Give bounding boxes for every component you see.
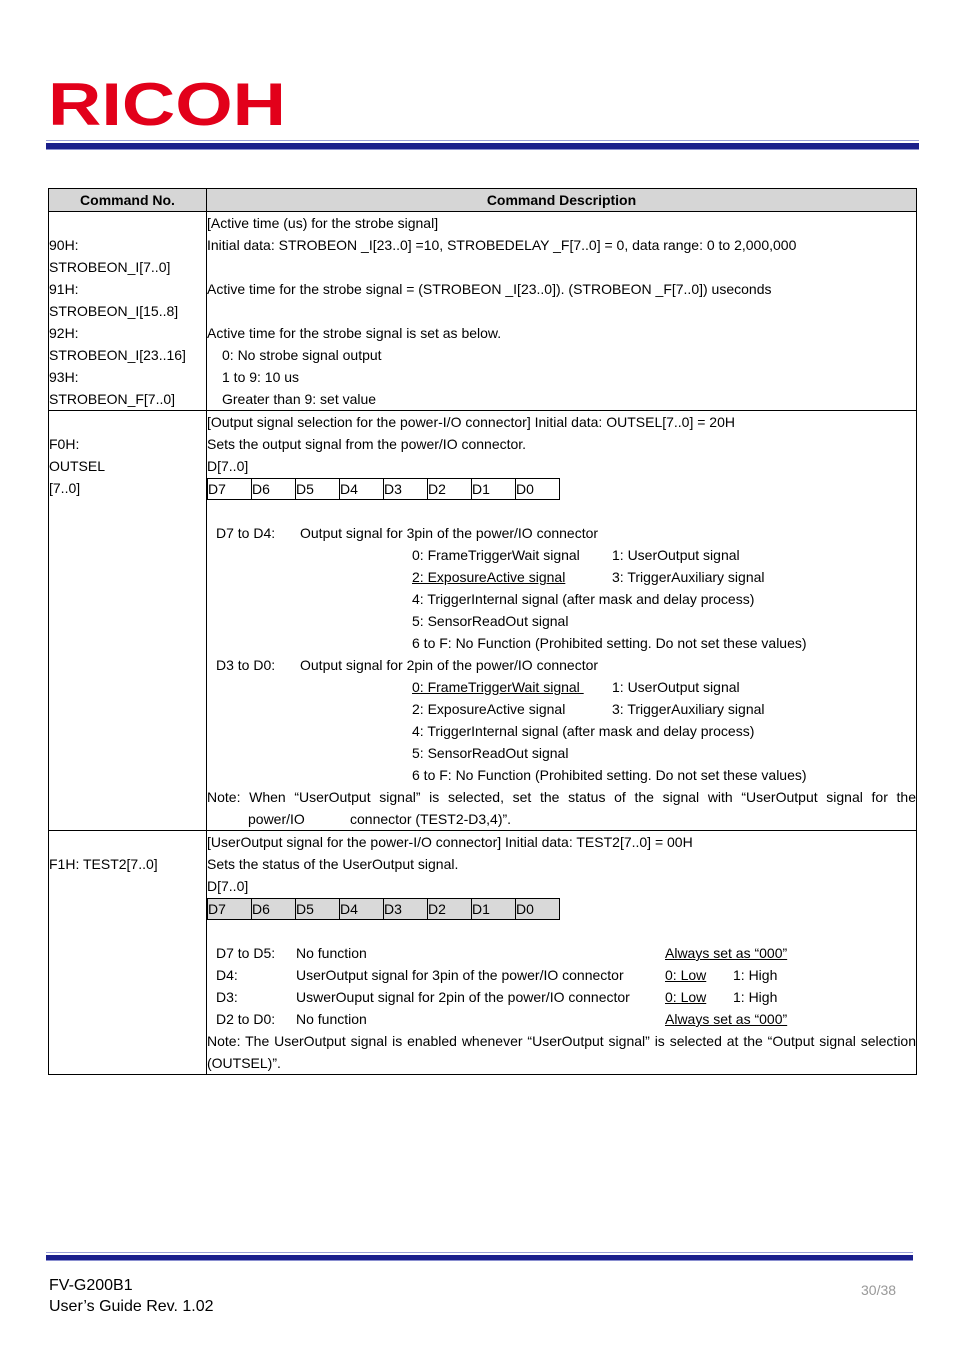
bit-value: Always set as “000” <box>665 945 788 961</box>
test2-bit-row <box>207 1008 916 1030</box>
command-table <box>48 188 917 1075</box>
option: 4: TriggerInternal signal (after mask and delay process) <box>412 723 755 739</box>
table-header-row <box>49 189 917 212</box>
option-default: 2: ExposureActive signal <box>412 569 566 585</box>
option: 1: UserOutput signal <box>612 679 740 695</box>
outsel-note-cont <box>207 808 916 830</box>
strobe-line: Greater than 9: set value <box>222 391 377 407</box>
strobe-line: Active time for the strobe signal = (STROBEON _I[23..0]). (STROBEON _F[7..0]) useconds <box>207 281 772 297</box>
option-row <box>207 566 916 588</box>
header-rule-thin <box>46 140 919 141</box>
strobe-line <box>207 300 916 322</box>
test2-dlabel: D[7..0] <box>207 878 249 894</box>
outsel-description <box>207 411 917 831</box>
option: 3: TriggerAuxiliary signal <box>612 701 765 717</box>
option: 0: FrameTriggerWait signal <box>412 547 580 563</box>
footer-doc-info <box>49 1275 214 1317</box>
outsel-name: F0H: <box>49 436 80 452</box>
strobe-name: STROBEON_I[23..16] <box>49 347 186 363</box>
header-command-no: Command No. <box>49 189 207 212</box>
bit-value: 0: Low <box>665 989 707 1005</box>
option: 3: TriggerAuxiliary signal <box>612 569 765 585</box>
note-part: power/IO <box>248 811 305 827</box>
strobe-line: Active time for the strobe signal is set as below. <box>207 325 502 341</box>
footer-model: FV-G200B1 <box>49 1277 133 1294</box>
bit-cell: D2 <box>428 479 472 500</box>
footer-rule <box>46 1255 913 1261</box>
outsel-name: [7..0] <box>49 480 81 496</box>
bit-cell: D7 <box>208 479 252 500</box>
strobe-description <box>207 212 917 411</box>
bit-label: D2 to D0: <box>216 1011 276 1027</box>
bit-cell: D6 <box>252 899 296 920</box>
outsel-title: [Output signal selection for the power-I/O connector] Initial data: OUTSEL[7..0] = 20H <box>207 414 735 430</box>
test2-title: [UserOutput signal for the power-I/O connector] Initial data: TEST2[7..0] = 00H <box>207 834 693 850</box>
table-row-strobe <box>49 212 917 411</box>
table-row-test2 <box>49 831 917 1075</box>
strobe-name: 90H: <box>49 237 79 253</box>
option: 1: UserOutput signal <box>612 547 740 563</box>
option: 2: ExposureActive signal <box>412 701 566 717</box>
bit-value: 0: Low <box>665 967 707 983</box>
bit-cell: D1 <box>472 899 516 920</box>
outsel-dlabel: D[7..0] <box>207 458 249 474</box>
bit-cell: D3 <box>384 899 428 920</box>
group-desc: Output signal for 3pin of the power/IO connector <box>300 525 599 541</box>
outsel-bit-table <box>207 478 560 500</box>
note-part: connector (TEST2-D3,4)”. <box>350 811 512 827</box>
group-label: D7 to D4: <box>216 525 276 541</box>
table-row-outsel <box>49 411 917 831</box>
bit-cell: D6 <box>252 479 296 500</box>
strobe-name: STROBEON_F[7..0] <box>49 391 176 407</box>
outsel-name: OUTSEL <box>49 458 106 474</box>
outsel-note: Note: When “UserOutput signal” is selected, set the status of the signal with “UserOutput signal for the <box>207 789 916 805</box>
bit-desc: No function <box>296 1011 367 1027</box>
bit-value: Always set as “000” <box>665 1011 788 1027</box>
header-command-description: Command Description <box>207 189 917 212</box>
bit-desc: UserOutput signal for 3pin of the power/IO connector <box>296 967 624 983</box>
strobe-line: 0: No strobe signal output <box>222 347 382 363</box>
group-label: D3 to D0: <box>216 657 276 673</box>
test2-bit-row <box>207 964 916 986</box>
bit-value-alt: 1: High <box>733 967 778 983</box>
header-rule <box>46 143 919 150</box>
bit-cell: D0 <box>516 899 560 920</box>
test2-name: F1H: TEST2[7..0] <box>49 856 158 872</box>
footer-guide: User’s Guide Rev. 1.02 <box>49 1298 214 1315</box>
test2-note: Note: The UserOutput signal is enabled whenever “UserOutput signal” is selected at the “Output signal selection (OUTSEL)”. <box>207 1033 916 1071</box>
bit-cell: D4 <box>340 899 384 920</box>
strobe-name: 91H: <box>49 281 79 297</box>
strobe-command-names <box>49 212 207 411</box>
strobe-line: 1 to 9: 10 us <box>222 369 300 385</box>
option: 6 to F: No Function (Prohibited setting. Do not set these values) <box>412 635 807 651</box>
outsel-command-names <box>49 411 207 831</box>
bit-cell: D5 <box>296 899 340 920</box>
bit-cell: D3 <box>384 479 428 500</box>
bit-desc: UswerOuput signal for 2pin of the power/IO connector <box>296 989 630 1005</box>
bit-cell: D5 <box>296 479 340 500</box>
test2-desc: Sets the status of the UserOutput signal. <box>207 856 459 872</box>
option: 5: SensorReadOut signal <box>412 745 569 761</box>
option-row <box>207 698 916 720</box>
strobe-line <box>207 256 916 278</box>
group-desc: Output signal for 2pin of the power/IO connector <box>300 657 599 673</box>
bit-cell: D2 <box>428 899 472 920</box>
strobe-name <box>49 212 206 234</box>
bit-value-alt: 1: High <box>733 989 778 1005</box>
test2-description <box>207 831 917 1075</box>
outsel-group1-heading <box>207 522 916 544</box>
strobe-line: Initial data: STROBEON _I[23..0] =10, STROBEDELAY _F[7..0] = 0, data range: 0 to 2,000,000 <box>207 237 797 253</box>
test2-bit-table <box>207 898 560 920</box>
bit-cell: D4 <box>340 479 384 500</box>
strobe-name: STROBEON_I[7..0] <box>49 259 171 275</box>
outsel-desc: Sets the output signal from the power/IO connector. <box>207 436 527 452</box>
option-row <box>207 544 916 566</box>
bit-cell: D1 <box>472 479 516 500</box>
option: 4: TriggerInternal signal (after mask and delay process) <box>412 591 755 607</box>
option-row <box>207 676 916 698</box>
bit-label: D3: <box>216 989 238 1005</box>
svg-text:RICOH: RICOH <box>48 78 286 128</box>
bit-cell: D7 <box>208 899 252 920</box>
footer-rule-thin <box>46 1252 913 1253</box>
ricoh-logo <box>48 78 288 128</box>
bit-cell: D0 <box>516 479 560 500</box>
test2-bit-row <box>207 942 916 964</box>
option: 5: SensorReadOut signal <box>412 613 569 629</box>
page-number: 30/38 <box>861 1282 897 1298</box>
strobe-name: 93H: <box>49 369 79 385</box>
outsel-group2-heading <box>207 654 916 676</box>
test2-bit-row <box>207 986 916 1008</box>
strobe-name: STROBEON_I[15..8] <box>49 303 179 319</box>
outsel-name <box>49 411 206 433</box>
bit-desc: No function <box>296 945 367 961</box>
bit-label: D4: <box>216 967 238 983</box>
strobe-line: [Active time (us) for the strobe signal] <box>207 215 439 231</box>
test2-command-names <box>49 831 207 1075</box>
bit-label: D7 to D5: <box>216 945 276 961</box>
strobe-name: 92H: <box>49 325 79 341</box>
option: 6 to F: No Function (Prohibited setting. Do not set these values) <box>412 767 807 783</box>
option-default: 0: FrameTriggerWait signal <box>412 679 584 695</box>
